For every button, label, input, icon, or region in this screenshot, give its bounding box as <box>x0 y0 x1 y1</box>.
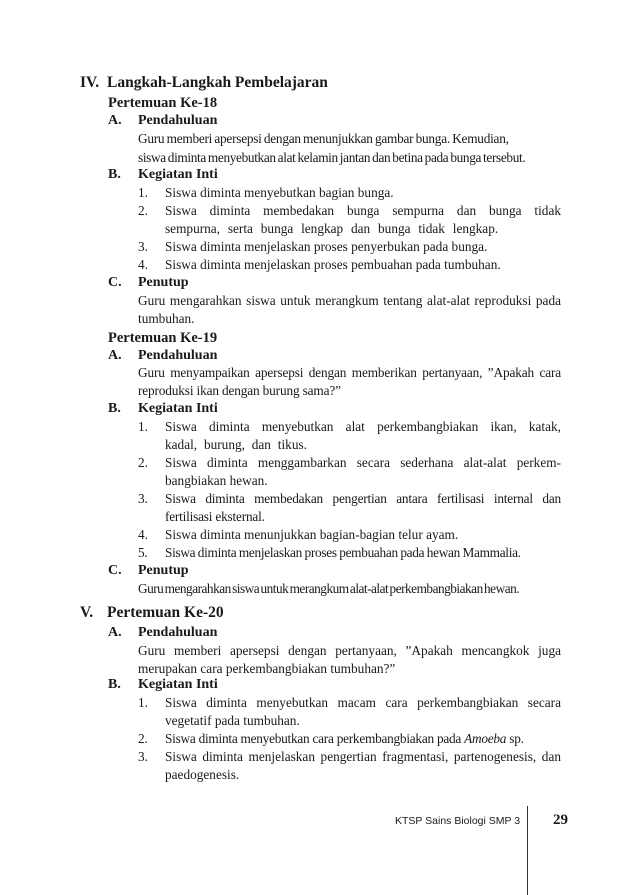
item-text: Siswa diminta menjelaskan proses penyerbukan pada bunga. <box>165 239 488 254</box>
sub-title: Penutup <box>138 275 189 290</box>
item-text-part: sp. <box>506 731 524 746</box>
m18-b-item-2 <box>138 202 561 238</box>
section-number: V. <box>80 604 94 621</box>
item-text: Siswa diminta membedakan pengertian antara fertilisasi internal dan fertilisasi eksternal. <box>165 491 561 524</box>
item-number: 3. <box>138 749 148 764</box>
item-text: Siswa diminta menggambarkan secara sederhana alat-alat perkem-bangbiakan hewan. <box>165 455 561 488</box>
meeting-19-heading: Pertemuan Ke-19 <box>108 330 218 346</box>
sub-letter: A. <box>108 113 122 128</box>
item-text <box>165 730 561 748</box>
item-number: 1. <box>138 419 148 434</box>
sub-title: Kegiatan Inti <box>138 401 218 416</box>
item-text: Siswa diminta menyebutkan macam cara perkembangbiakan secara vegetatif pada tumbuhan. <box>165 695 561 728</box>
m20-a-text: Guru memberi apersepsi dengan pertanyaan, ”Apakah mencangkok juga merupakan cara perkembangbiakan tumbuhan?” <box>138 643 561 676</box>
footer-divider <box>527 806 528 895</box>
m19-b-item-1 <box>138 418 561 454</box>
item-text: Siswa diminta menjelaskan pengertian fragmentasi, partenogenesis, dan paedogenesis. <box>165 749 561 782</box>
item-number: 3. <box>138 239 148 254</box>
sub-title: Pendahuluan <box>138 113 218 128</box>
footer-book-title: KTSP Sains Biologi SMP 3 <box>395 815 521 827</box>
item-text: Siswa diminta membedakan bunga sempurna dan bunga tidak sempurna, serta bunga lengkap dan bunga tidak lengkap. <box>165 203 561 236</box>
item-text: Siswa diminta menyebutkan alat perkembangbiakan ikan, katak, kadal, burung, dan tikus. <box>165 419 561 452</box>
m18-a-text-line2: siswa diminta menyebutkan alat kelamin jantan dan betina pada bunga tersebut. <box>138 150 526 165</box>
sub-letter: C. <box>108 275 122 290</box>
m19-b-item-4 <box>138 526 561 544</box>
sub-letter: B. <box>108 167 121 182</box>
page-number: 29 <box>553 812 568 828</box>
item-number: 2. <box>138 455 148 470</box>
section-title: Langkah-Langkah Pembelajaran <box>107 74 328 91</box>
sub-letter: B. <box>108 677 121 692</box>
m19-a-text: Guru menyampaikan apersepsi dengan memberikan pertanyaan, ”Apakah cara reproduksi ikan dengan burung sama?” <box>138 365 561 398</box>
m19-b-item-3 <box>138 490 561 526</box>
item-number: 2. <box>138 731 148 746</box>
sub-title: Kegiatan Inti <box>138 677 218 692</box>
section-number: IV. <box>80 74 100 91</box>
item-text: Siswa diminta menjelaskan proses pembuahan pada hewan Mammalia. <box>165 545 521 560</box>
sub-letter: B. <box>108 401 121 416</box>
sub-title: Pendahuluan <box>138 625 218 640</box>
item-number: 4. <box>138 527 148 542</box>
m18-a-text-line1: Guru memberi apersepsi dengan menunjukkan gambar bunga. Kemudian, <box>138 131 509 146</box>
item-number: 3. <box>138 491 148 506</box>
section-title: Pertemuan Ke-20 <box>107 604 224 621</box>
sub-title: Pendahuluan <box>138 348 218 363</box>
m18-b-item-3 <box>138 238 561 256</box>
item-number: 5. <box>138 545 148 560</box>
sub-title: Kegiatan Inti <box>138 167 218 182</box>
sub-letter: A. <box>108 348 122 363</box>
m19-c-text: Guru mengarahkan siswa untuk merangkum alat-alat perkembangbiakan hewan. <box>138 581 520 596</box>
item-number: 1. <box>138 695 148 710</box>
item-number: 1. <box>138 185 148 200</box>
sub-letter: C. <box>108 563 122 578</box>
item-text: Siswa diminta menyebutkan bagian bunga. <box>165 185 394 200</box>
m19-b-item-5 <box>138 544 561 562</box>
m19-b-item-2 <box>138 454 561 490</box>
m18-b-item-4 <box>138 256 561 274</box>
m18-b-item-1 <box>138 184 561 202</box>
meeting-18-heading: Pertemuan Ke-18 <box>108 95 218 111</box>
item-text-italic: Amoeba <box>464 731 507 746</box>
m20-b-item-2 <box>138 730 561 748</box>
sub-letter: A. <box>108 625 122 640</box>
item-text-part: Siswa diminta menyebutkan cara perkembangbiakan pada <box>165 731 465 746</box>
m20-b-item-1 <box>138 694 561 730</box>
item-number: 2. <box>138 203 148 218</box>
item-number: 4. <box>138 257 148 272</box>
item-text: Siswa diminta menjelaskan proses pembuahan pada tumbuhan. <box>165 257 501 272</box>
m20-b-item-3 <box>138 748 561 784</box>
m18-c-text: Guru mengarahkan siswa untuk merangkum tentang alat-alat reproduksi pada tumbuhan. <box>138 293 561 326</box>
item-text: Siswa diminta menunjukkan bagian-bagian telur ayam. <box>165 527 459 542</box>
sub-title: Penutup <box>138 563 189 578</box>
